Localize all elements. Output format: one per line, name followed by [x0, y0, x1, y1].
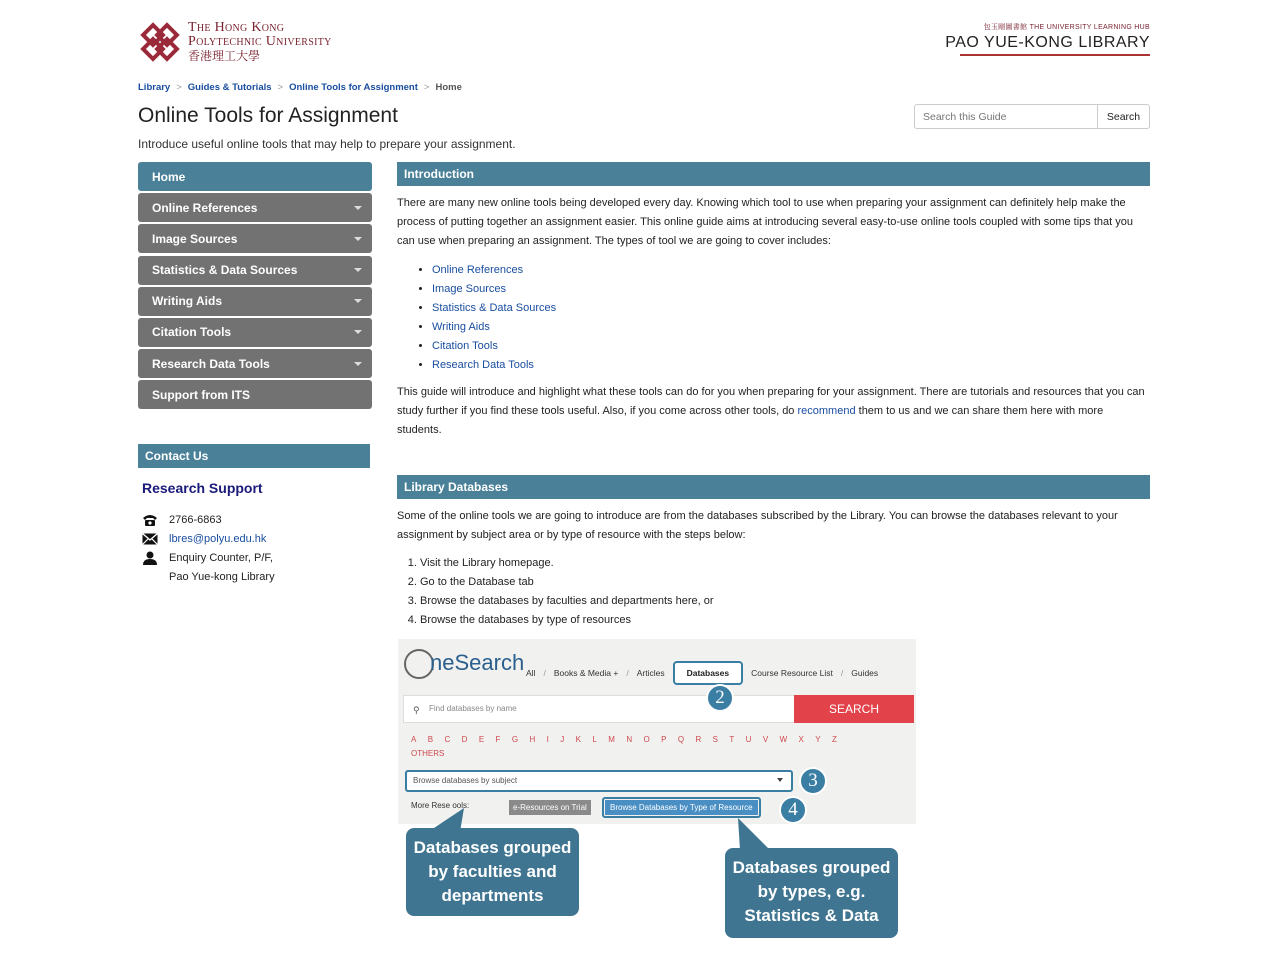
link-online-references[interactable]: Online References — [432, 264, 524, 276]
library-logo-subtitle: 包玉剛圖書館 THE UNIVERSITY LEARNING HUB — [983, 24, 1150, 31]
intro-text-before: This guide will introduce and highlight what these tools can do for you when preparing for your assignment. There are tutorials and resources that you can study further if you find these tools useful. Also, if you come across other tools, do — [397, 386, 1145, 417]
link-image-sources[interactable]: Image Sources — [432, 283, 506, 295]
caret-down-icon[interactable] — [354, 330, 362, 334]
list-item — [432, 280, 1150, 299]
list-item — [432, 318, 1150, 337]
list-item — [432, 299, 1150, 318]
callout-line: Statistics & Data — [744, 906, 879, 925]
sidebar-item-label: Writing Aids — [152, 294, 222, 309]
onesearch-logo-text: neSearch — [430, 649, 525, 675]
tool-links-list — [432, 261, 1150, 375]
sidebar-item-writing-aids[interactable] — [138, 287, 372, 316]
contact-title: Research Support — [142, 480, 263, 496]
find-databases-placeholder: Find databases by name — [429, 704, 517, 713]
step-badge-3: 3 — [799, 767, 827, 795]
guide-search — [914, 104, 1150, 129]
contact-location-line1: Enquiry Counter, P/F, — [169, 551, 273, 564]
callout-types — [725, 848, 898, 938]
polyu-name-line2: Polytechnic University — [188, 34, 332, 49]
list-item: 2. Go to the Database tab — [420, 573, 1150, 592]
steps-list — [420, 554, 1150, 630]
contact-phone: 2766-6863 — [169, 513, 222, 526]
link-writing-aids[interactable]: Writing Aids — [432, 321, 490, 333]
link-citation-tools[interactable]: Citation Tools — [432, 340, 498, 352]
sidebar-item-home[interactable] — [138, 162, 372, 191]
callout-faculties — [406, 828, 579, 916]
callout-line: Databases grouped — [732, 858, 891, 877]
intro-paragraph-2 — [397, 383, 1150, 440]
sidebar-item-statistics[interactable] — [138, 256, 372, 285]
sidebar-item-image-sources[interactable] — [138, 224, 372, 253]
phone-icon — [142, 513, 158, 527]
callout-tail-2 — [734, 818, 794, 850]
breadcrumb-library[interactable]: Library — [138, 82, 171, 93]
polyu-name-line1: The Hong Kong — [188, 20, 285, 35]
step-badge-2: 2 — [706, 684, 734, 712]
tab-books-media: Books & Media + — [553, 668, 619, 678]
databases-heading: Library Databases — [397, 475, 1150, 499]
list-item — [432, 337, 1150, 356]
caret-down-icon[interactable] — [354, 268, 362, 272]
tab-databases: Databases — [673, 661, 744, 685]
breadcrumb-separator: > — [423, 82, 430, 93]
breadcrumb — [138, 82, 462, 93]
sidebar-item-label: Image Sources — [152, 231, 238, 246]
polyu-logo[interactable] — [138, 20, 332, 64]
tab-course-resource-list: Course Resource List — [751, 668, 833, 678]
sidebar-item-label: Online References — [152, 200, 258, 215]
tab-guides: Guides — [851, 668, 879, 678]
callout-line: departments — [441, 886, 544, 905]
site-header — [138, 20, 1150, 70]
alphabet-others: OTHERS — [411, 749, 445, 758]
onesearch-screenshot — [398, 639, 916, 824]
sidebar-item-label: Home — [152, 169, 186, 184]
browse-by-subject-label: Browse databases by subject — [413, 776, 518, 785]
tab-separator: / — [626, 668, 629, 678]
list-item: 1. Visit the Library homepage. — [420, 554, 1150, 573]
search-icon: ⚲ — [413, 705, 420, 715]
databases-paragraph: Some of the online tools we are going to introduce are from the databases subscribed by the Library. You can browse the databases relevant to your assignment by subject area or by type of resource with the steps below: — [397, 510, 1118, 541]
breadcrumb-current: Home — [435, 82, 462, 93]
list-item — [432, 356, 1150, 375]
polyu-name-chinese: 香港理工大學 — [188, 49, 261, 63]
contact-location-line2: Pao Yue-kong Library — [169, 570, 275, 583]
alphabet-index: ABCDEFGHIJKLMNOPQRSTUVWXYZ — [411, 735, 849, 744]
breadcrumb-separator: > — [277, 82, 284, 93]
sidebar-item-label: Research Data Tools — [152, 356, 270, 371]
user-icon — [142, 551, 158, 565]
sidebar-item-online-references[interactable] — [138, 193, 372, 222]
caret-down-icon[interactable] — [354, 299, 362, 303]
contact-heading: Contact Us — [138, 444, 370, 468]
intro-text-after: them to us and we can share them here with more students. — [397, 405, 1104, 436]
link-statistics[interactable]: Statistics & Data Sources — [432, 302, 557, 314]
library-logo[interactable] — [945, 22, 1150, 56]
breadcrumb-online-tools[interactable]: Online Tools for Assignment — [289, 82, 418, 93]
sidebar-item-research-data-tools[interactable] — [138, 349, 372, 378]
browse-by-type-label: Browse Databases by Type of Resource — [605, 800, 758, 815]
browse-by-subject-select — [405, 770, 793, 792]
intro-paragraph: There are many new online tools being developed every day. Knowing which tool to use when preparing your assignment can definitely help make the process of putting together an assignment easier. This online guide aims at introducing several easy-to-use online tools coupled with some tips that you can use when preparing an assignment. The types of tool we are going to cover includes: — [397, 197, 1133, 247]
tab-articles: Articles — [636, 668, 665, 678]
list-item: 4. Browse the databases by type of resources — [420, 611, 1150, 630]
find-databases-field — [403, 695, 795, 723]
polyu-emblem-icon — [138, 20, 182, 64]
page-description: Introduce useful online tools that may help to prepare your assignment. — [138, 137, 516, 151]
step-badge-4: 4 — [779, 796, 807, 824]
browse-by-type-button — [602, 797, 761, 818]
tab-separator: / — [543, 668, 546, 678]
envelope-icon — [142, 532, 158, 546]
list-item: 3. Browse the databases by faculties and departments here, or — [420, 592, 1150, 611]
library-logo-underline — [960, 54, 1150, 56]
tab-all: All — [526, 668, 536, 678]
main-content — [397, 162, 1150, 630]
callout-line: by types, e.g. — [757, 882, 866, 901]
page-title: Online Tools for Assignment — [138, 104, 398, 127]
breadcrumb-guides[interactable]: Guides & Tutorials — [187, 82, 272, 93]
sidebar-item-label: Support from ITS — [152, 387, 250, 402]
onesearch-search-button: SEARCH — [794, 695, 914, 723]
contact-list — [142, 510, 275, 586]
caret-down-icon[interactable] — [354, 237, 362, 241]
search-button[interactable]: Search — [1097, 104, 1150, 129]
callout-line: Databases grouped — [413, 838, 572, 857]
sidebar-item-support-its[interactable] — [138, 380, 372, 409]
search-input[interactable] — [914, 104, 1097, 129]
sidebar-item-label: Statistics & Data Sources — [152, 263, 298, 278]
onesearch-logo — [404, 649, 524, 679]
sidebar-nav — [138, 162, 372, 412]
eresources-trial-button: e-Resources on Trial — [509, 800, 591, 815]
more-tools-label: More Rese ools: — [411, 801, 470, 810]
sidebar-item-citation-tools[interactable] — [138, 318, 372, 347]
sidebar-item-label: Citation Tools — [152, 325, 232, 340]
contact-email-link[interactable]: lbres@polyu.edu.hk — [169, 532, 267, 545]
onesearch-tabs — [526, 661, 878, 685]
list-item — [432, 261, 1150, 280]
callout-line: by faculties and — [428, 862, 557, 881]
recommend-link[interactable]: recommend — [797, 405, 856, 417]
link-research-data-tools[interactable]: Research Data Tools — [432, 359, 534, 371]
tab-separator: / — [840, 668, 844, 678]
caret-down-icon[interactable] — [354, 206, 362, 210]
intro-heading: Introduction — [397, 162, 1150, 186]
caret-down-icon[interactable] — [354, 362, 362, 366]
library-logo-title: PAO YUE-KONG LIBRARY — [945, 34, 1150, 51]
chevron-down-icon — [777, 778, 783, 782]
breadcrumb-separator: > — [176, 82, 182, 93]
